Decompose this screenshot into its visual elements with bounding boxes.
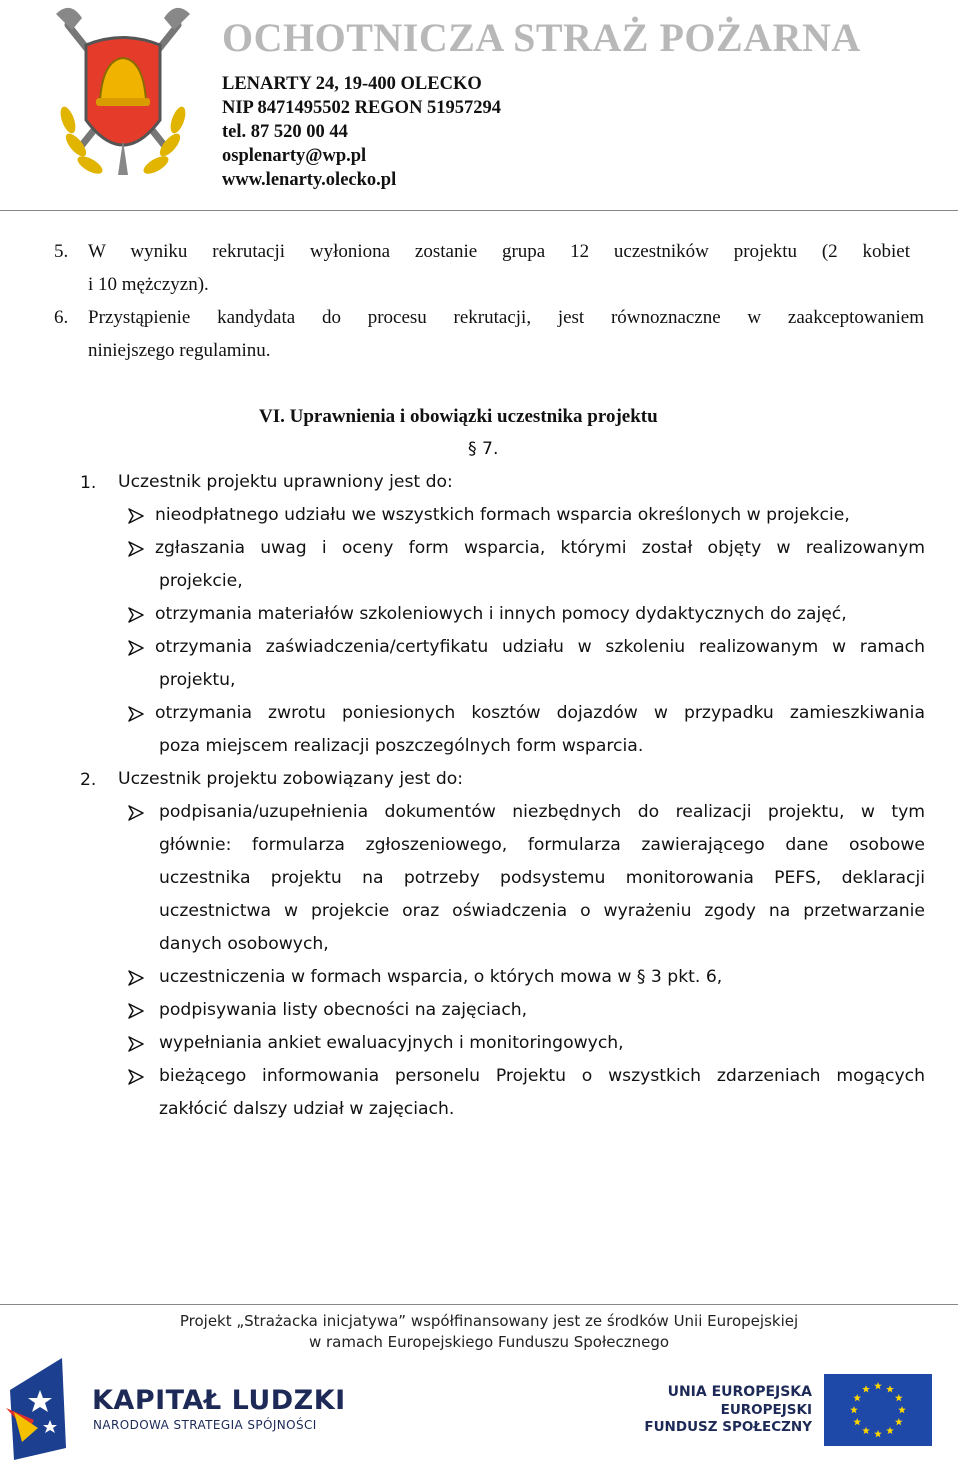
arrow-bullet-icon: [126, 506, 146, 526]
footer-fund-note: w ramach Europejskiego Funduszu Społecznego: [308, 1333, 670, 1351]
arrow-bullet-icon: [126, 803, 146, 823]
list-number: 5.: [54, 241, 69, 262]
list-item-text: i 10 mężczyzn).: [88, 274, 209, 295]
bullet-item-text: podpisania/uzupełnienia dokumentów niezbędnych do realizacji projektu, w tym: [159, 802, 925, 822]
section-heading: VI. Uprawnienia i obowiązki uczestnika projektu: [259, 406, 658, 427]
bullet-item-text: zgłaszania uwag i oceny form wsparcia, którymi został objęty w realizowanym: [155, 538, 925, 558]
list-item-text: niniejszego regulaminu.: [88, 340, 271, 361]
bullet-item-text: nieodpłatnego udziału we wszystkich formach wsparcia określonych w projekcie,: [155, 505, 850, 525]
org-email[interactable]: osplenarty@wp.pl: [222, 146, 367, 166]
arrow-bullet-icon: [126, 1067, 146, 1087]
bullet-item-text: uczestniczenia w formach wsparcia, o których mowa w § 3 pkt. 6,: [159, 967, 723, 987]
bullet-item-text: otrzymania materiałów szkoleniowych i innych pomocy dydaktycznych do zajęć,: [155, 604, 847, 624]
bullet-item-text: uczestnictwa w projekcie oraz oświadczenia o wyrażeniu zgody na przetwarzanie: [159, 901, 925, 921]
list-item-text: Przystąpienie kandydata do procesu rekrutacji, jest równoznaczne w zaakceptowaniem: [88, 307, 924, 328]
footer-project-note: Projekt „Strażacka inicjatywa” współfinansowany jest ze środków Unii Europejskiej: [179, 1312, 799, 1330]
bullet-item-text: podpisywania listy obecności na zajęciach,: [159, 1000, 528, 1020]
list-number: 2.: [80, 770, 97, 790]
footer-divider: [0, 1304, 958, 1305]
list-number: 6.: [54, 307, 69, 328]
arrow-bullet-icon: [126, 1001, 146, 1021]
bullet-item-text: projekcie,: [159, 571, 243, 591]
org-address: LENARTY 24, 19-400 OLECKO: [222, 74, 482, 94]
list-item-title: Uczestnik projektu zobowiązany jest do:: [118, 769, 464, 789]
kapital-ludzki-title: KAPITAŁ LUDZKI: [92, 1385, 346, 1416]
bullet-item-text: głównie: formularza zgłoszeniowego, formularza zawierającego dane osobowe: [159, 835, 925, 855]
bullet-item-text: otrzymania zaświadczenia/certyfikatu udziału w szkoleniu realizowanym w ramach: [155, 637, 925, 657]
list-item-title: Uczestnik projektu uprawniony jest do:: [118, 472, 453, 492]
organization-name: OCHOTNICZA STRAŻ POŻARNA: [222, 15, 861, 60]
org-website[interactable]: www.lenarty.olecko.pl: [222, 170, 397, 190]
bullet-item-text: otrzymania zwrotu poniesionych kosztów dojazdów w przypadku zamieszkiwania: [155, 703, 925, 723]
header-divider: [0, 210, 958, 211]
kapital-ludzki-logo-icon: [0, 1350, 90, 1460]
eu-flag-icon: [824, 1374, 932, 1446]
bullet-item-text: zakłócić dalszy udział w zajęciach.: [159, 1099, 455, 1119]
bullet-item-text: wypełniania ankiet ewaluacyjnych i monitoringowych,: [159, 1033, 624, 1053]
arrow-bullet-icon: [126, 638, 146, 658]
arrow-bullet-icon: [126, 968, 146, 988]
arrow-bullet-icon: [126, 605, 146, 625]
eu-label-union: UNIA EUROPEJSKA: [667, 1384, 812, 1400]
paragraph-reference: § 7.: [468, 439, 499, 459]
kapital-ludzki-subtitle: NARODOWA STRATEGIA SPÓJNOŚCI: [93, 1418, 317, 1432]
bullet-item-text: bieżącego informowania personelu Projektu o wszystkich zdarzeniach mogących: [159, 1066, 925, 1086]
arrow-bullet-icon: [126, 539, 146, 559]
eu-label-fund-2: FUNDUSZ SPOŁECZNY: [644, 1419, 812, 1435]
org-phone: tel. 87 520 00 44: [222, 122, 348, 142]
eu-label-fund-1: EUROPEJSKI: [720, 1402, 812, 1418]
list-number: 1.: [80, 473, 97, 493]
bullet-item-text: poza miejscem realizacji poszczególnych form wsparcia.: [159, 736, 644, 756]
org-tax-ids: NIP 8471495502 REGON 51957294: [222, 98, 502, 118]
bullet-item-text: projektu,: [159, 670, 236, 690]
arrow-bullet-icon: [126, 704, 146, 724]
bullet-item-text: danych osobowych,: [159, 934, 329, 954]
arrow-bullet-icon: [126, 1034, 146, 1054]
list-item-text: W wyniku rekrutacji wyłoniona zostanie grupa 12 uczestników projektu (2 kobiet: [88, 241, 910, 262]
bullet-item-text: uczestnika projektu na potrzeby podsystemu monitorowania PEFS, deklaracji: [159, 868, 925, 888]
fire-brigade-crest-logo: [48, 0, 198, 200]
